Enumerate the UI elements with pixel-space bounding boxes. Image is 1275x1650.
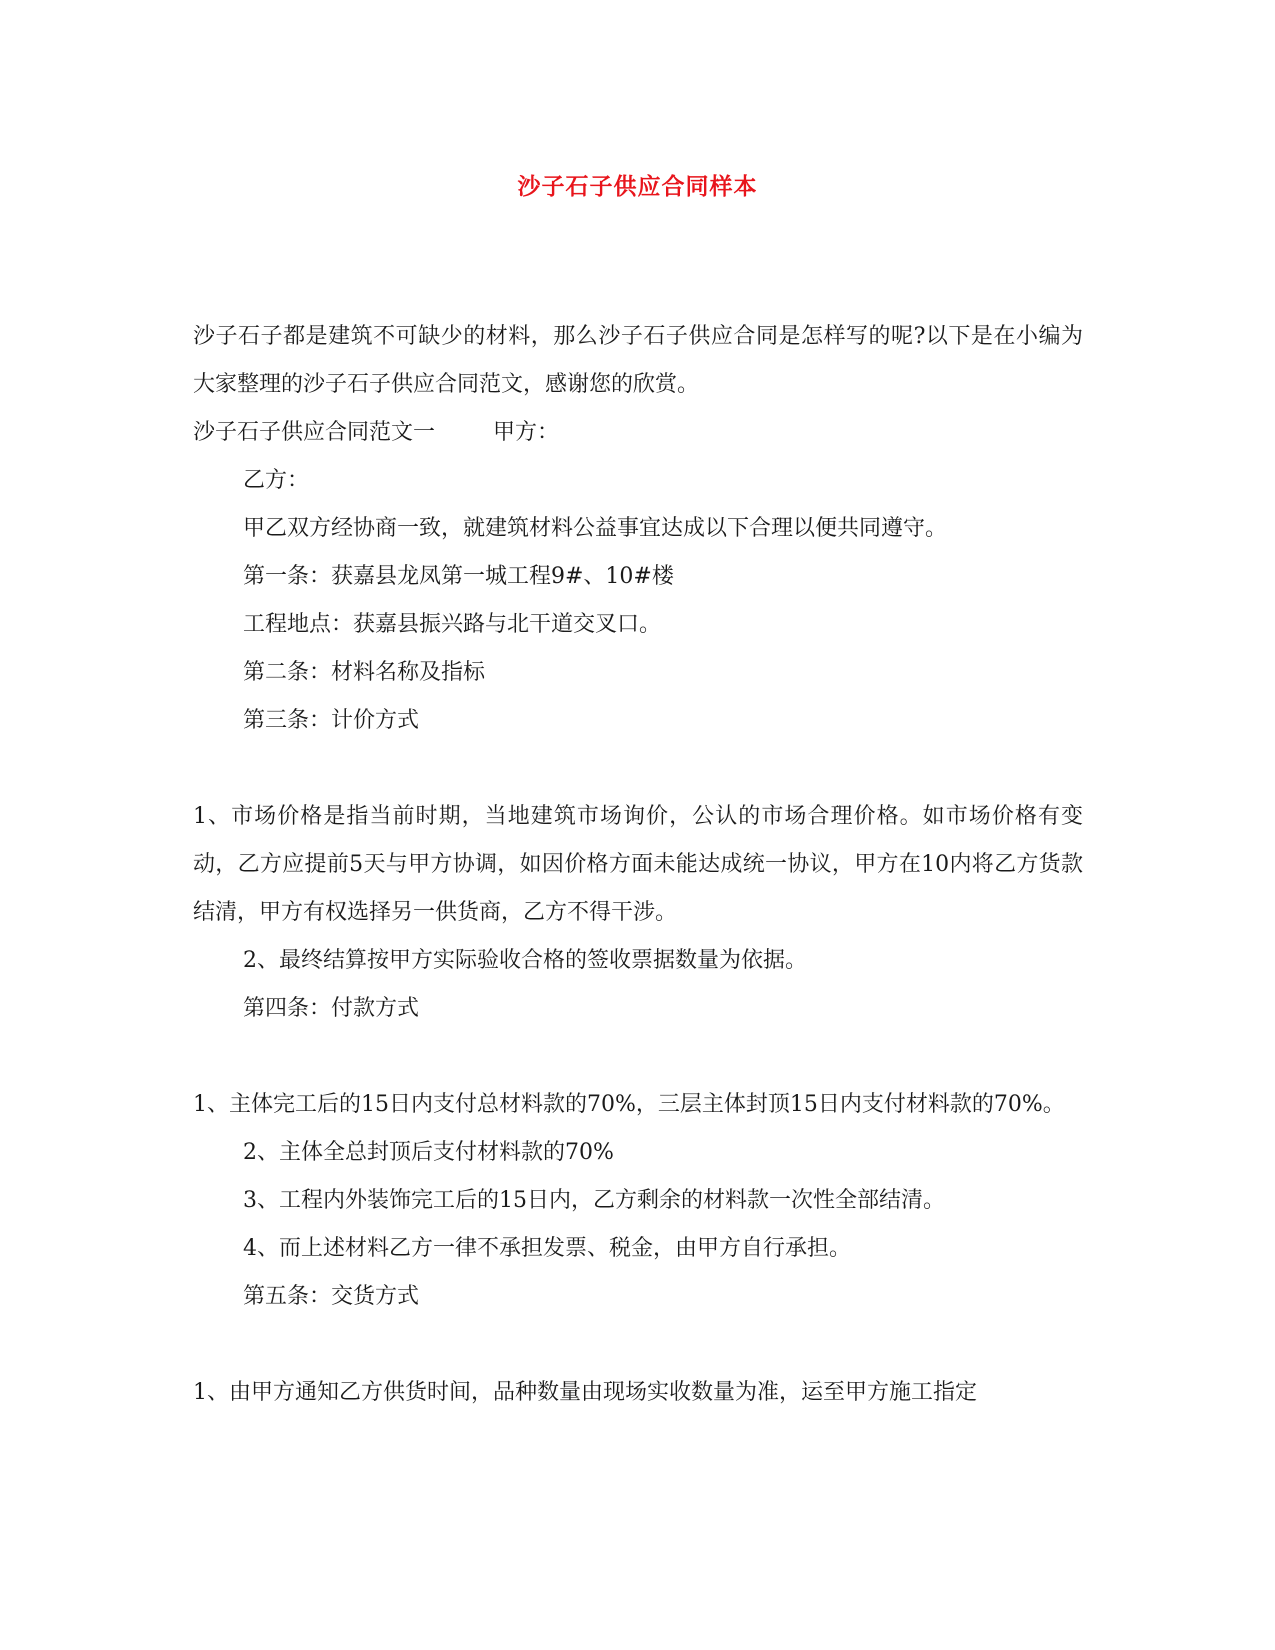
payment-clause-4: 4、而上述材料乙方一律不承担发票、税金，由甲方自行承担。 [243,1236,851,1261]
agreement-paragraph: 甲乙双方经协商一致，就建筑材料公益事宜达成以下合理以便共同遵守。 [243,516,948,541]
pricing-clause-2: 2、最终结算按甲方实际验收合格的签收票据数量为依据。 [243,948,807,973]
party-b-label: 乙方： [243,468,310,493]
spacer [193,745,1083,793]
article-3: 第三条：计价方式 [243,708,420,733]
party-a-label: 甲方： [493,420,560,445]
article-4: 第四条：付款方式 [243,996,420,1021]
payment-clause-3: 3、工程内外装饰完工后的15日内，乙方剩余的材料款一次性全部结清。 [243,1188,945,1213]
payment-clause-1: 1、主体完工后的15日内支付总材料款的70%，三层主体封顶15日内支付材料款的70%。 [193,1092,1065,1117]
delivery-clause-1: 1、由甲方通知乙方供货时间，品种数量由现场实收数量为准，运至甲方施工指定 [193,1380,977,1405]
article-2: 第二条：材料名称及指标 [243,660,486,685]
sample-heading-line [193,409,1083,457]
payment-clause-2: 2、主体全总封顶后支付材料款的70% [243,1140,614,1165]
pricing-clause-1: 1、市场价格是指当前时期，当地建筑市场询价，公认的市场合理价格。如市场价格有变动，乙方应提前5天与甲方协调，如因价格方面未能达成统一协议，甲方在10内将乙方货款结清，甲方有权选择另一供货商，乙方不得干涉。 [193,804,1083,925]
article-1: 第一条：获嘉县龙凤第一城工程9#、10#楼 [243,564,674,589]
spacer [193,1321,1083,1369]
intro-paragraph: 沙子石子都是建筑不可缺少的材料，那么沙子石子供应合同是怎样写的呢?以下是在小编为大家整理的沙子石子供应合同范文，感谢您的欣赏。 [193,324,1083,397]
project-location: 工程地点：获嘉县振兴路与北干道交叉口。 [243,612,662,637]
sample-heading: 沙子石子供应合同范文一 [193,420,436,445]
document-body [193,313,1083,1417]
article-5: 第五条：交货方式 [243,1284,420,1309]
spacer [193,1033,1083,1081]
document-title: 沙子石子供应合同样本 [517,173,758,200]
